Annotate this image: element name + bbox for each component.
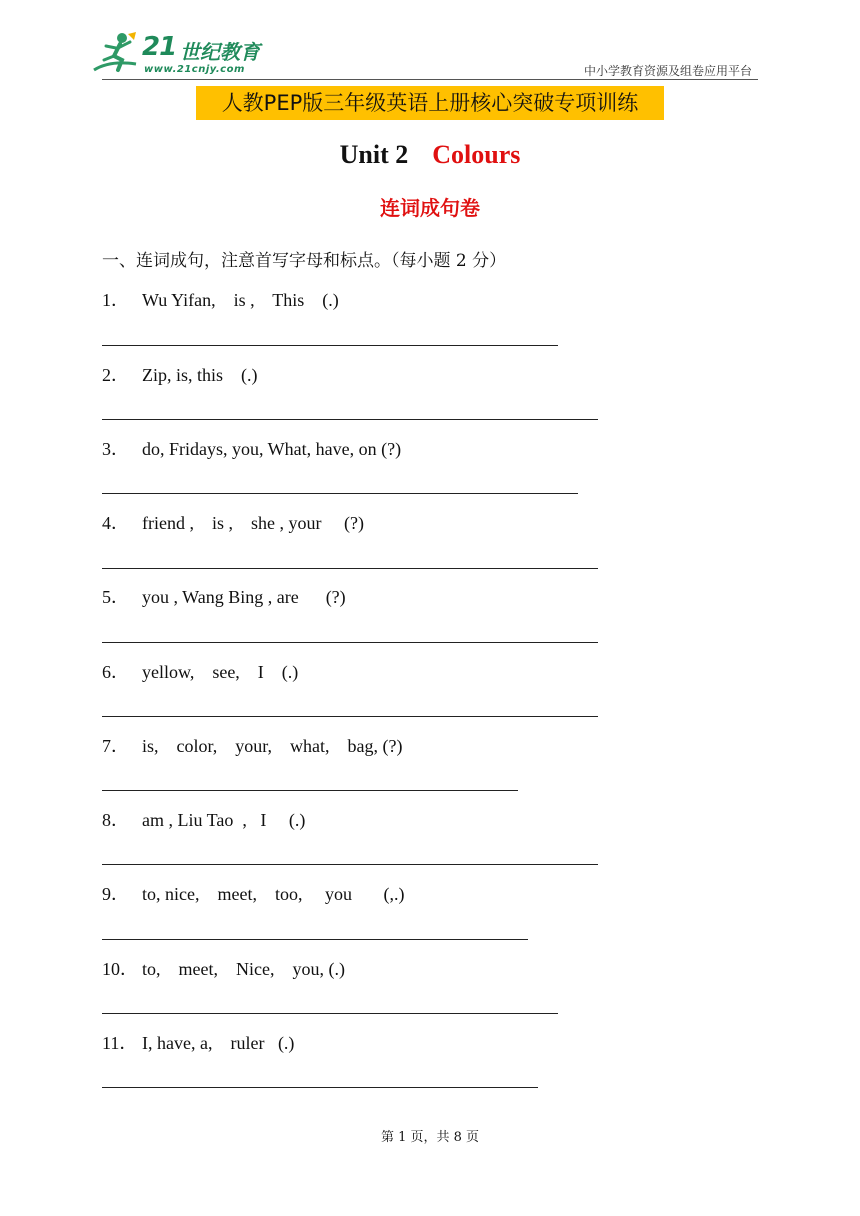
question-number: 9． [102, 884, 129, 904]
question-2 [102, 361, 258, 387]
page-header [0, 0, 860, 90]
question-number: 3． [102, 439, 129, 459]
question-text: do, Fridays, you, What, have, on (?) [142, 439, 402, 459]
answer-line-6[interactable] [102, 716, 598, 717]
question-number: 10． [102, 959, 138, 979]
header-divider [102, 79, 758, 80]
question-10 [102, 955, 345, 981]
question-8 [102, 806, 305, 832]
question-3 [102, 435, 401, 461]
answer-line-9[interactable] [102, 939, 528, 940]
answer-line-3[interactable] [102, 493, 578, 494]
question-number: 5． [102, 587, 129, 607]
question-text: to, meet, Nice, you, (.) [142, 959, 345, 979]
answer-line-1[interactable] [102, 345, 558, 346]
answer-line-2[interactable] [102, 419, 598, 420]
section-subtitle: 连词成句卷 [380, 196, 480, 220]
answer-line-5[interactable] [102, 642, 598, 643]
logo [92, 30, 262, 80]
question-text: friend , is , she , your (?) [142, 513, 364, 533]
question-text: you , Wang Bing , are (?) [142, 587, 346, 607]
question-text: is, color, your, what, bag, (?) [142, 736, 403, 756]
unit-label: Unit 2 [339, 140, 409, 169]
question-9 [102, 880, 404, 906]
page-footer: 第 1 页，共 8 页 [380, 1130, 480, 1145]
question-number: 11． [102, 1033, 138, 1053]
unit-title [0, 140, 860, 170]
runner-icon [92, 30, 142, 76]
question-number: 6． [102, 662, 129, 682]
answer-line-7[interactable] [102, 790, 518, 791]
question-text: Zip, is, this (.) [142, 365, 258, 385]
question-7 [102, 732, 403, 758]
answer-line-11[interactable] [102, 1087, 538, 1088]
question-text: Wu Yifan, is , This (.) [142, 290, 339, 310]
instruction: 一、连词成句，注意首写字母和标点。（每小题 2 分） [102, 251, 507, 271]
question-number: 2． [102, 365, 129, 385]
answer-line-8[interactable] [102, 864, 598, 865]
logo-url: www.21cnjy.com [144, 64, 245, 75]
question-11 [102, 1029, 294, 1055]
logo-number: 21 [142, 32, 177, 62]
question-5 [102, 583, 346, 609]
question-text: yellow, see, I (.) [142, 662, 299, 682]
question-number: 8． [102, 810, 129, 830]
logo-name: 世纪教育 [180, 40, 260, 64]
page-banner: 人教PEP版三年级英语上册核心突破专项训练 [196, 86, 664, 120]
question-number: 7． [102, 736, 129, 756]
answer-line-4[interactable] [102, 568, 598, 569]
question-text: I, have, a, ruler (.) [142, 1033, 295, 1053]
question-text: to, nice, meet, too, you (,.) [142, 884, 405, 904]
question-6 [102, 658, 298, 684]
unit-name: Colours [432, 140, 521, 169]
question-4 [102, 509, 364, 535]
answer-line-10[interactable] [102, 1013, 558, 1014]
question-text: am , Liu Tao , I (.) [142, 810, 306, 830]
question-number: 4． [102, 513, 129, 533]
question-1 [102, 286, 339, 312]
question-number: 1． [102, 290, 129, 310]
platform-label: 中小学教育资源及组卷应用平台 [583, 64, 752, 78]
